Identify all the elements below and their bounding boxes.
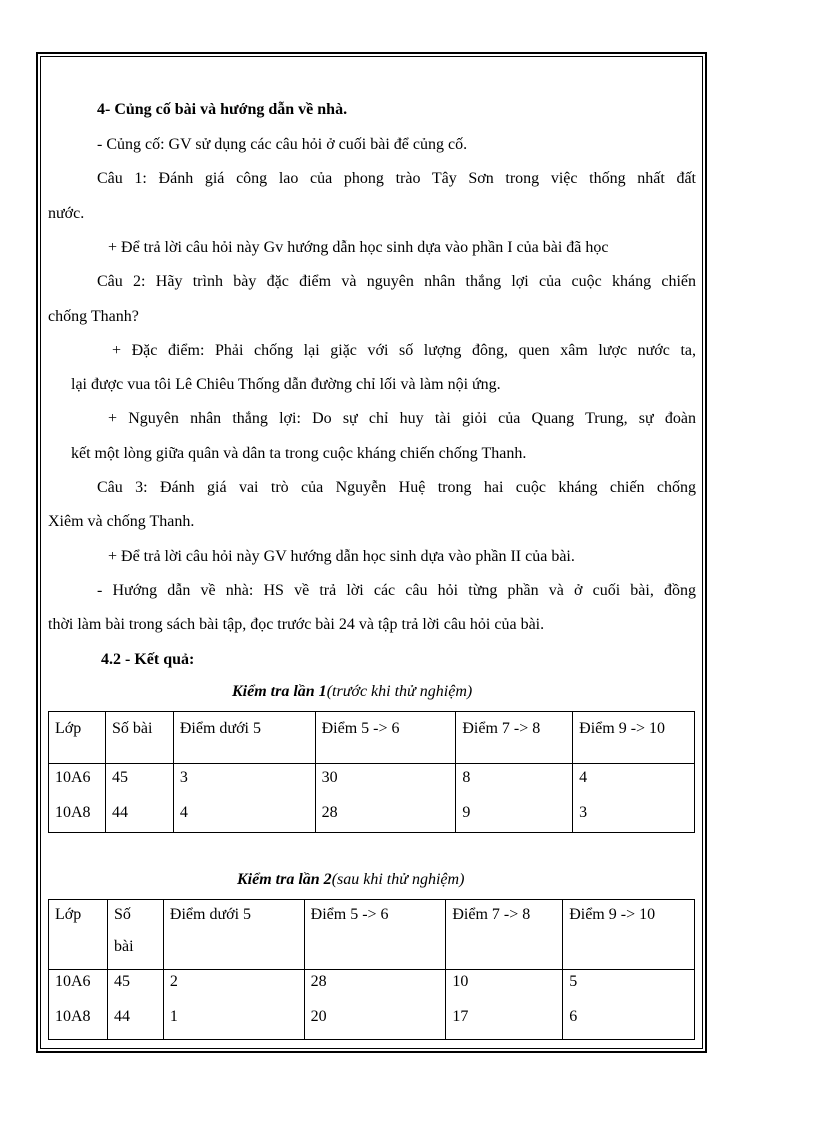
question-1-hint: + Để trả lời câu hỏi này Gv hướng dẫn học sinh dựa vào phần I của bài đã học [108,239,609,256]
table-cell: 10A8 [55,1008,91,1025]
test-1-caption [232,682,472,702]
table-cell: 30 [321,769,338,786]
test-2-table [48,899,695,1040]
table-cell: 45 [113,973,130,990]
results-heading: 4.2 - Kết quả: [101,651,195,668]
table-cell: 44 [111,804,128,821]
question-2-feature-line-1: + Đặc điểm: Phải chống lại giặc với số lượng đông, quen xâm lược nước ta, [112,342,696,359]
test-2-subtitle: (sau khi thử nghiệm) [331,871,465,888]
table-cell: 6 [569,1008,578,1025]
header-cell: Lớp [49,712,106,764]
header-cell: bài [113,938,134,955]
table-cell: 8 [462,769,471,786]
header-cell: Điểm 5 -> 6 [315,712,456,764]
question-3-line-2: Xiêm và chống Thanh. [48,513,195,530]
table-cell: 10A8 [55,804,91,821]
table-cell: 3 [179,769,188,786]
table-cell: 28 [310,973,327,990]
table-cell: 10A6 [55,769,91,786]
table-cell: 20 [310,1008,327,1025]
table-cell: 44 [113,1008,130,1025]
test-1-title: Kiểm tra lần 1 [232,683,327,700]
table-cell: 28 [321,804,338,821]
table-cell: 10 [452,973,469,990]
header-cell: Điểm 5 -> 6 [304,900,446,970]
question-2-line-1: Câu 2: Hãy trình bày đặc điểm và nguyên nhân thắng lợi của cuộc kháng chiến [97,273,696,290]
test-1-header-row [49,712,695,764]
table-cell: 10A6 [55,973,91,990]
header-cell: Số bài [105,712,173,764]
homework-line-2: thời làm bài trong sách bài tập, đọc trước bài 24 và tập trả lời câu hỏi của bài. [48,616,545,633]
test-2-header-row [49,900,695,970]
header-cell: Số [113,906,131,923]
header-cell: Điểm 9 -> 10 [573,712,695,764]
table-cell: 1 [169,1008,178,1025]
homework-line-1: - Hướng dẫn về nhà: HS về trả lời các câu hỏi từng phần và ở cuối bài, đồng [97,582,696,599]
table-cell: 17 [452,1008,469,1025]
header-cell: Lớp [49,900,108,970]
table-cell: 4 [579,769,588,786]
test-2-data-row [49,970,695,1040]
consolidation-text: - Củng cố: GV sử dụng các câu hỏi ở cuối bài để củng cố. [97,136,468,153]
question-3-hint: + Để trả lời câu hỏi này GV hướng dẫn học sinh dựa vào phần II của bài. [108,548,575,565]
test-2-caption [237,870,464,890]
test-1-table [48,711,695,833]
table-cell: 9 [462,804,471,821]
question-2-line-2: chống Thanh? [48,308,139,325]
question-2-feature-line-2: lại được vua tôi Lê Chiêu Thống dẫn đường chỉ lối và làm nội ứng. [71,376,501,393]
table-cell: 2 [169,973,178,990]
question-2-cause-line-1: + Nguyên nhân thắng lợi: Do sự chỉ huy tài giỏi của Quang Trung, sự đoàn [108,410,696,427]
header-cell: Điểm 7 -> 8 [446,900,563,970]
question-1-line-1: Câu 1: Đánh giá công lao của phong trào Tây Sơn trong việc thống nhất đất [97,170,696,187]
section-heading: 4- Củng cố bài và hướng dẫn về nhà. [97,101,348,118]
test-1-data-row [49,764,695,833]
header-cell: Điểm 7 -> 8 [456,712,573,764]
table-cell: 45 [111,769,128,786]
table-cell: 3 [579,804,588,821]
table-cell: 4 [179,804,188,821]
test-2-title: Kiểm tra lần 2 [237,871,332,888]
header-cell: Điểm 9 -> 10 [563,900,695,970]
table-cell: 5 [569,973,578,990]
question-2-cause-line-2: kết một lòng giữa quân và dân ta trong cuộc kháng chiến chống Thanh. [71,445,527,462]
question-1-line-2: nước. [48,205,85,222]
header-cell: Điểm dưới 5 [173,712,315,764]
test-1-subtitle: (trước khi thử nghiệm) [326,683,473,700]
question-3-line-1: Câu 3: Đánh giá vai trò của Nguyễn Huệ trong hai cuộc kháng chiến chống [97,479,696,496]
header-cell: Điểm dưới 5 [163,900,304,970]
